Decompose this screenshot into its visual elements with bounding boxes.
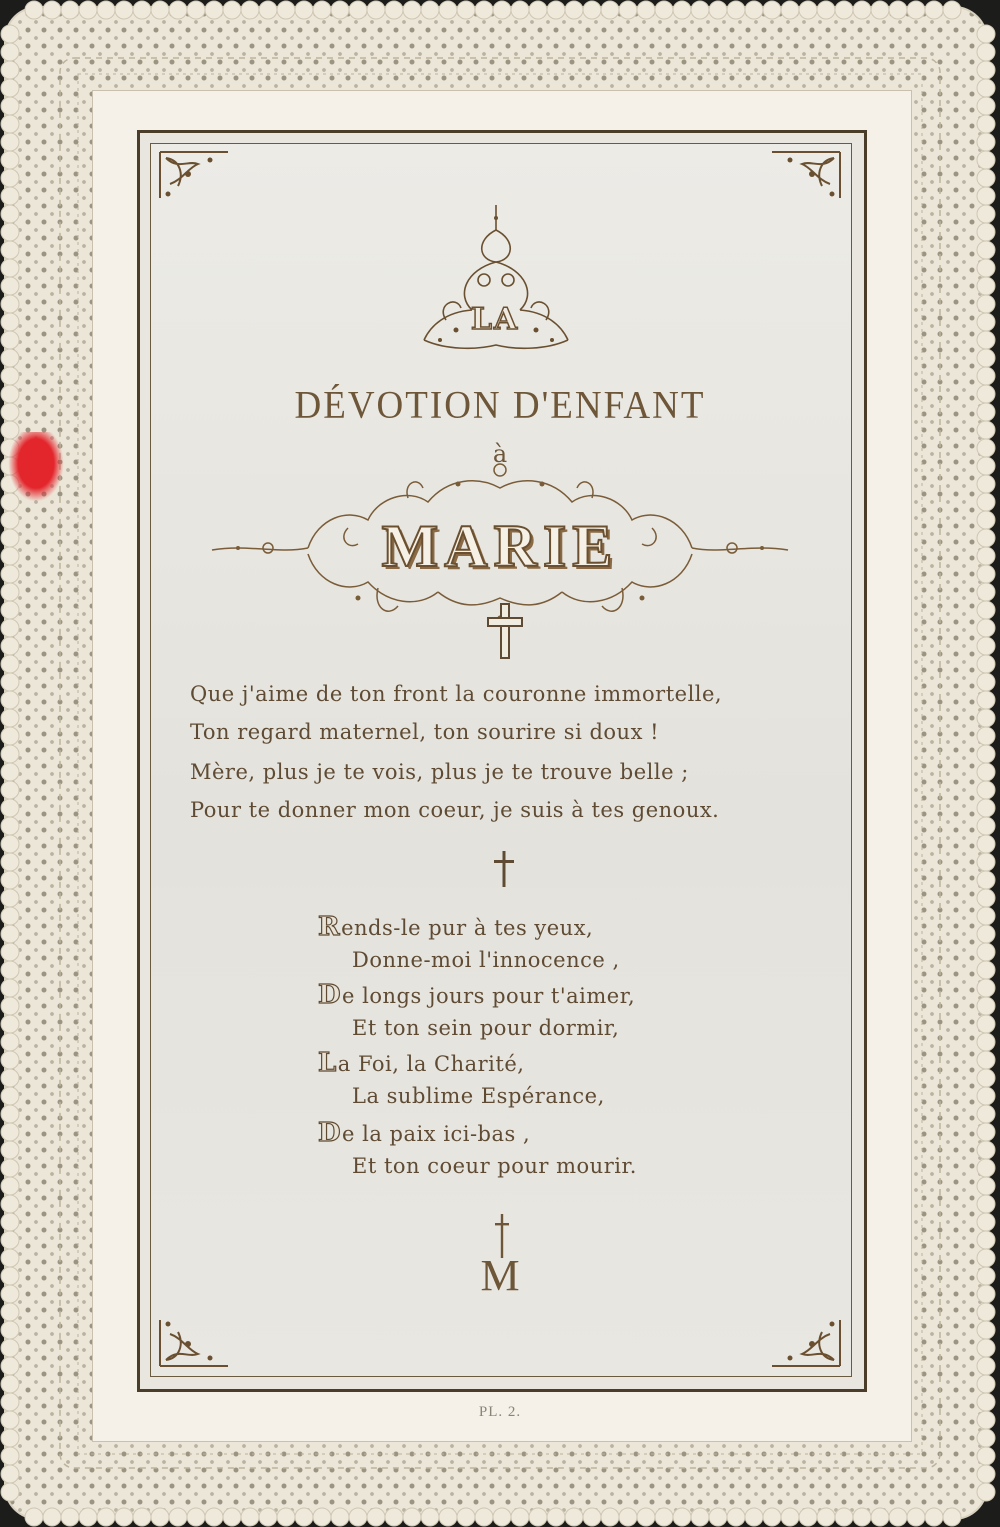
preposition-text: à: [492, 440, 508, 468]
verse-line: [318, 980, 635, 1010]
drop-cap: R: [318, 912, 341, 942]
filigree-ornament-icon: [416, 200, 576, 365]
verse-line: Pour te donner mon coeur, je suis à tes genoux.: [190, 798, 720, 822]
verse-line: [318, 1048, 524, 1078]
card-title: DÉVOTION D'ENFANT: [294, 383, 706, 428]
verse-text: Et ton coeur pour mourir.: [352, 1154, 637, 1178]
drop-cap: L: [318, 1048, 337, 1078]
corner-flourish-icon: [752, 1298, 842, 1368]
drop-cap: D: [318, 980, 342, 1010]
name-banner: MARIE: [381, 513, 619, 579]
verse-line: Ton regard maternel, ton sourire si doux !: [190, 720, 660, 744]
corner-flourish-icon: [752, 150, 842, 220]
red-wax-stain: [8, 432, 64, 502]
verse-line: [318, 912, 593, 942]
verse-text: e longs jours pour t'aimer,: [342, 984, 636, 1008]
verse-line: [352, 1154, 637, 1178]
verse-line: [318, 1118, 530, 1148]
corner-flourish-icon: [158, 1298, 248, 1368]
verse-text: La sublime Espérance,: [352, 1084, 605, 1108]
verse-line: [352, 1084, 605, 1108]
verse-line: [352, 1016, 619, 1040]
drop-cap: D: [318, 1118, 342, 1148]
verse-text: ends-le pur à tes yeux,: [341, 916, 594, 940]
verse-text: e la paix ici-bas ,: [342, 1122, 531, 1146]
verse-line: [352, 948, 620, 972]
verse-text: a Foi, la Charité,: [337, 1052, 525, 1076]
plate-number: PL. 2.: [478, 1404, 522, 1420]
latin-cross-icon: [485, 602, 525, 660]
verse-line: Que j'aime de ton front la couronne immortelle,: [190, 682, 723, 706]
header-word: LA: [470, 302, 520, 337]
marian-monogram: M: [480, 1251, 520, 1300]
verse-text: Et ton sein pour dormir,: [352, 1016, 620, 1040]
latin-cross-icon: [492, 850, 516, 888]
corner-flourish-icon: [158, 150, 248, 220]
verse-line: Mère, plus je te vois, plus je te trouve belle ;: [190, 760, 689, 784]
verse-text: Donne-moi l'innocence ,: [352, 948, 620, 972]
